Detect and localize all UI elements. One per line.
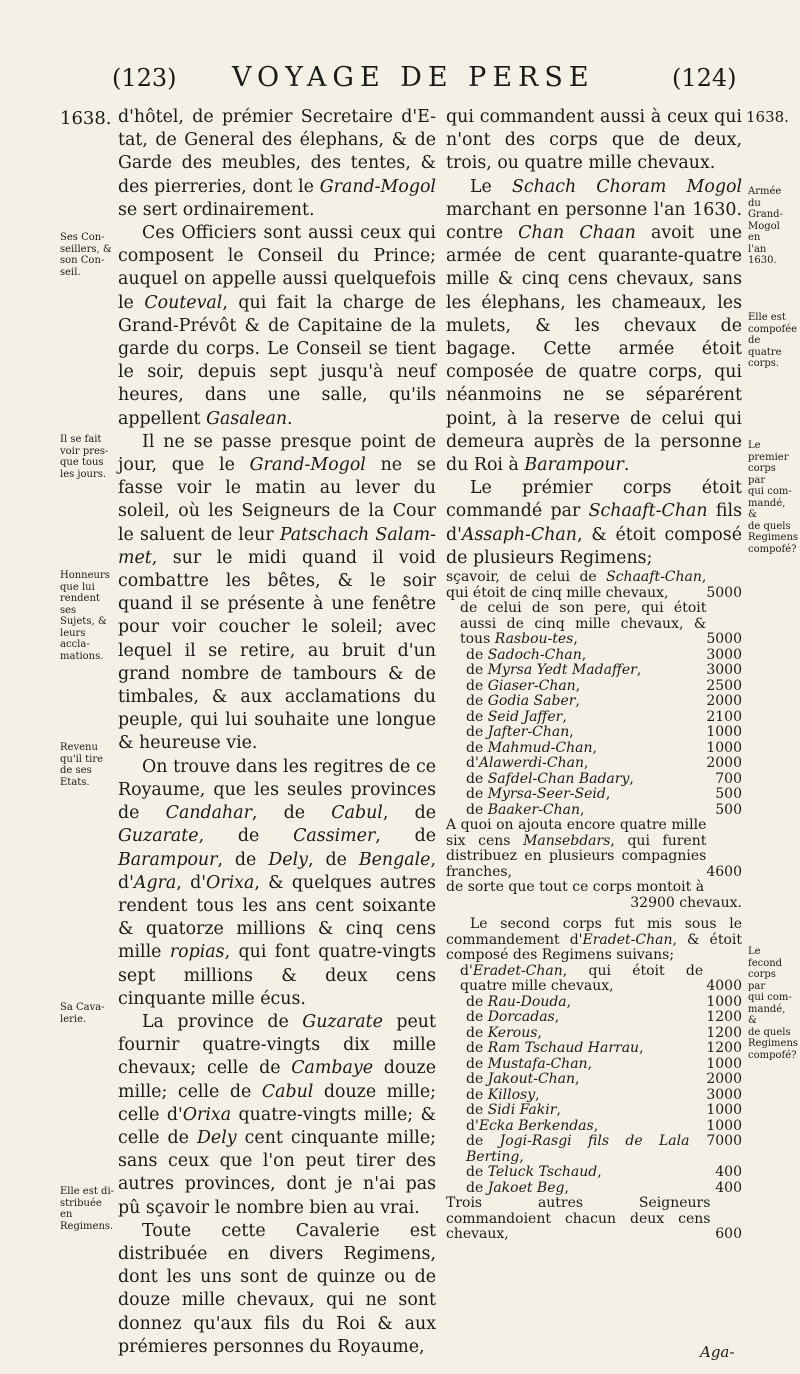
margin-note: Armée du Grand- Mogol en l'an 1630.: [748, 186, 783, 266]
list-item: de Mustafa-Chan, 1000: [466, 1055, 742, 1072]
total-line: de sorte que tout ce corps montoit à: [446, 879, 705, 896]
list-item: de Sadoch-Chan, 3000: [466, 646, 742, 663]
paragraph: Toute cette Cavalerie est distribuée en divers Regimens, dont les uns sont de quinze ou de douze mille chevaux, qui ne sont donnez qu'aux fils du Roi & aux prémieres personnes du Royaume,: [118, 1220, 436, 1357]
list-item: d'Alawerdi-Chan, 2000: [466, 755, 742, 772]
left-column: [118, 106, 436, 1359]
list-item: de Giaser-Chan, 2500: [466, 677, 742, 694]
list-item: de Jogi-Rasgi fils de Lala Berting, 7000: [466, 1133, 742, 1165]
year-marker-left: 1638.: [60, 108, 112, 129]
paragraph: Ces Officiers sont aussi ceux qui composent le Conseil du Prince; auquel on appelle aussi quelquefois le Couteval, qui fait la charge de Grand-Prévôt & de Capitaine de la garde du corps. Le Conseil se tient le soir, depuis sept jusqu'à neuf heures, dans une salle, qu'ils appellent Gasalean.: [118, 223, 436, 429]
paragraph: On trouve dans les regitres de ce Royaume, que les seules provinces de Candahar, de Cabul, de Guzarate, de Cassimer, de Barampour, de Dely, de Bengale, d'Agra, d'Orixa, & quelques autres rendent tous les ans cent soixante & quatorze millions & cinq cens mille ropias, qui font quatre-vingts sept millions & deux cens cinquante mille écus.: [118, 756, 437, 1009]
list-item: de Jafter-Chan, 1000: [466, 724, 742, 741]
running-header: [0, 62, 800, 96]
list-item: de Myrsa-Seer-Seid, 500: [466, 786, 742, 803]
list-item: de Baaker-Chan, 500: [466, 801, 742, 818]
margin-note: Elle est compofée de quatre corps.: [748, 312, 798, 369]
corps-total: 32900 chevaux.: [630, 894, 742, 911]
corps1-list: [446, 570, 742, 911]
margin-note: Sa Cava- lerie.: [60, 1002, 105, 1025]
list-item: d'Ecka Berkendas, 1000: [466, 1117, 742, 1134]
list-item: de Sidi Fakir, 1000: [466, 1102, 742, 1119]
corps2-list: [446, 964, 742, 1243]
margin-note: Honneurs que lui rendent ses Sujets, & leurs accla- mations.: [60, 570, 110, 662]
list-item: de Ram Tschaud Harrau, 1200: [466, 1040, 742, 1057]
paragraph: Le Schach Choram Mogol marchant en personne l'an 1630. contre Chan Chaan avoit une armée de cent quarante-quatre mille & cinq cens chevaux, sans les élephans, les chameaux, les mulets, & les chevaux de bagage. Cette armée étoit composée de quatre corps, qui néanmoins ne se séparérent point, à la reserve de celui qui demeura auprès de la personne du Roi à Barampour.: [446, 176, 743, 476]
list-item: d'Eradet-Chan, qui étoit de quatre mille chevaux, 4000: [460, 962, 742, 995]
list-item: A quoi on ajouta encore quatre mille six cens Mansebdars, qui furent distribuez en plusieurs compagnies franches, 4600: [446, 817, 742, 880]
list-item: de Seid Jaffer, 2100: [466, 708, 742, 725]
paragraph: qui commandent aussi à ceux qui n'ont des corps que de deux, trois, ou quatre mille chevaux.: [446, 107, 742, 174]
list-item: de Teluck Tschaud, 400: [466, 1164, 742, 1181]
list-item: de Myrsa Yedt Madaffer, 3000: [466, 662, 742, 679]
list-item: de Rau-Douda, 1000: [466, 993, 742, 1010]
margin-note: Il se fait voir pres- que tous les jours.: [60, 434, 109, 480]
running-title: VOYAGE DE PERSE: [232, 62, 595, 93]
list-item: de Dorcadas, 1200: [466, 1009, 742, 1026]
paragraph: La province de Guzarate peut fournir quatre-vingts dix mille chevaux; celle de Cambaye douze mille; celle de Cabul douze mille; celle d'Orixa quatre-vingts mille; & celle de Dely cent cinquante mille; sans ceux que l'on peut tirer des autres provinces, dont je n'ai pas pû sçavoir le nombre bien au vrai.: [118, 1011, 436, 1218]
page-number-right: (124): [672, 64, 737, 92]
year-marker-right: 1638.: [746, 108, 789, 126]
paragraph: d'hôtel, de prémier Secretaire d'E-tat, de General des élephans, & de Garde des meubles, des tentes, & des pierreries, dont le Grand-Mogol se sert ordinairement.: [118, 107, 436, 220]
list-item: de Jakoet Beg, 400: [466, 1179, 742, 1196]
list-item: de Safdel-Chan Badary, 700: [466, 770, 742, 787]
margin-note: Le fecond corps par qui com- mandé, & de quels Regimens compofé?: [748, 946, 799, 1061]
paragraph: Le second corps fut mis sous le commandement d'Eradet-Chan, & étoit composé des Regimens suivans;: [446, 916, 742, 964]
page-number-left: (123): [112, 64, 177, 92]
right-column: [446, 106, 742, 1243]
margin-note: Elle est di- stribuée en Regimens.: [60, 1186, 115, 1232]
catchword: Aga-: [700, 1343, 735, 1361]
list-item: de celui de son pere, qui étoit aussi de cinq mille chevaux, & tous Rasbou-tes, 5000: [460, 600, 742, 648]
paragraph: Le prémier corps étoit commandé par Schaaft-Chan fils d'Assaph-Chan, & étoit composé de plusieurs Regimens;: [446, 478, 742, 568]
margin-note: Revenu qu'il tire de ses Etats.: [60, 742, 104, 788]
list-item: de Kerous, 1200: [466, 1024, 742, 1041]
list-item: sçavoir, de celui de Schaaft-Chan, qui étoit de cinq mille chevaux, 5000: [446, 569, 742, 601]
paragraph: Il ne se passe presque point de jour, que le Grand-Mogol ne se fasse voir le matin au lever du soleil, où les Seigneurs de la Cour le saluent de leur Patschach Salam-met, sur le midi quand il void combattre les bêtes, & le soir quand il se présente à une fenêtre pour voir coucher le soleil; avec lequel il se retire, au bruit d'un grand nombre de tambours & de timbales, & aux acclamations du peuple, qui lui souhaite une longue & heureuse vie.: [118, 431, 436, 754]
list-item: de Mahmud-Chan, 1000: [466, 739, 742, 756]
margin-note: Le premier corps par qui com- mandé, & de quels Regimens compofé?: [748, 440, 799, 555]
margin-note: Ses Con- seillers, & son Con- seil.: [60, 232, 112, 278]
list-item: de Killosy, 3000: [466, 1086, 742, 1103]
list-item: de Godia Saber, 2000: [466, 693, 742, 710]
list-item: de Jakout-Chan, 2000: [466, 1071, 742, 1088]
list-item: Trois autres Seigneurs commandoient chacun deux cens chevaux, 600: [446, 1195, 742, 1243]
